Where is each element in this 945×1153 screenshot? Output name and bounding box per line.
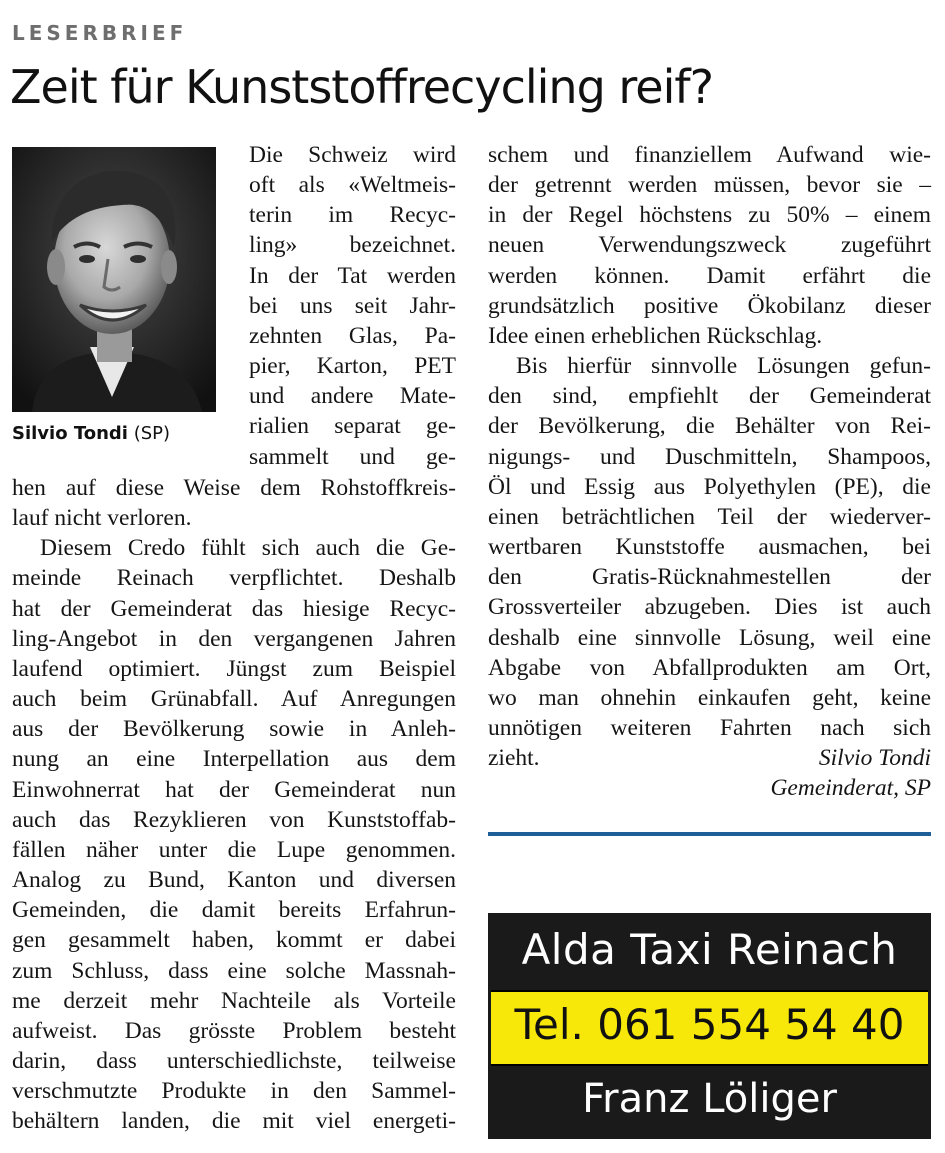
- signature-name: Silvio Tondi: [818, 745, 931, 772]
- text-line: auch beim Grünabfall. Auf Anregungen: [12, 686, 456, 713]
- ad-owner: Franz Löliger: [582, 1076, 837, 1122]
- text-line: der getrennt werden müssen, bevor sie –: [488, 172, 931, 199]
- section-label: LESERBRIEF: [12, 21, 188, 45]
- text-line: laufend optimiert. Jüngst zum Beispiel: [12, 655, 456, 682]
- text-line: aus der Bevölkerung sowie in Anleh-: [12, 716, 456, 743]
- column-1-bottom-text: [12, 473, 456, 1136]
- text-line: der Bevölkerung, die Behälter von Rei-: [488, 413, 931, 440]
- article-headline: Zeit für Kunststoffrecycling reif?: [10, 60, 713, 114]
- text-line: verschmutzte Produkte in den Sammel-: [12, 1078, 456, 1105]
- ad-phone-band: [491, 990, 928, 1066]
- text-line: nigungs- und Duschmitteln, Shampoos,: [488, 443, 931, 470]
- section-divider: [488, 832, 931, 836]
- text-line: sammelt und ge-: [249, 443, 456, 470]
- text-line: Die Schweiz wird: [249, 142, 456, 168]
- text-line: aufweist. Das grösste Problem besteht: [12, 1017, 456, 1044]
- text-line: rialien separat ge-: [249, 413, 456, 440]
- text-line: hen auf diese Weise dem Rohstoffkreis-: [12, 475, 456, 501]
- text-line: wertbaren Kunststoffe ausmachen, bei: [488, 534, 931, 561]
- text-line: den sind, empfiehlt der Gemeinderat: [488, 383, 931, 410]
- text-line: schem und finanziellem Aufwand wie-: [488, 142, 931, 168]
- text-line: darin, dass unterschiedlichste, teilweise: [12, 1047, 456, 1074]
- text-line: Bis hierfür sinnvolle Lösungen gefun-: [516, 353, 931, 380]
- text-line: fällen näher unter die Lupe genommen.: [12, 836, 456, 863]
- text-line: Öl und Essig aus Polyethylen (PE), die: [488, 473, 931, 500]
- text-line: werden können. Damit erfährt die: [488, 262, 931, 289]
- text-line: und andere Mate-: [249, 383, 456, 410]
- photo-caption: [12, 423, 170, 444]
- author-photo: [12, 147, 216, 412]
- signature-role: Gemeinderat, SP: [770, 775, 931, 802]
- text-line: zehnten Glas, Pa-: [249, 322, 456, 349]
- text-line: behältern landen, die mit viel energeti-: [12, 1108, 456, 1135]
- text-line: unnötigen weiteren Fahrten nach sich: [488, 714, 931, 741]
- text-line: zum Schluss, dass eine solche Massnah-: [12, 957, 456, 984]
- text-line: ling» bezeichnet.: [249, 232, 456, 259]
- text-line: bei uns seit Jahr-: [249, 292, 456, 319]
- caption-name: Silvio Tondi: [12, 423, 128, 444]
- text-line: oft als «Weltmeis-: [249, 172, 456, 199]
- text-line: einen beträchtlichen Teil der wiederver-: [488, 503, 931, 530]
- text-line: gen gesammelt haben, kommt er dabei: [12, 927, 456, 954]
- text-line: lauf nicht verloren.: [12, 505, 192, 532]
- text-line: ling-Angebot in den vergangenen Jahren: [12, 625, 456, 652]
- text-line: pier, Karton, PET: [249, 353, 456, 380]
- text-line: meinde Reinach verpflichtet. Deshalb: [12, 565, 456, 592]
- portrait-image: [12, 147, 216, 412]
- text-line: Idee einen erheblichen Rückschlag.: [488, 322, 823, 349]
- text-line: deshalb eine sinnvolle Lösung, weil eine: [488, 624, 931, 651]
- text-line: wo man ohnehin einkaufen geht, keine: [488, 684, 931, 711]
- text-line: Gemeinden, die damit bereits Erfahrun-: [12, 897, 456, 924]
- column-1-top-text: [249, 140, 456, 472]
- text-line: Einwohnerrat hat der Gemeinderat nun: [12, 776, 456, 803]
- text-line: me derzeit mehr Nachteile als Vorteile: [12, 987, 456, 1014]
- caption-party: (SP): [133, 423, 171, 444]
- text-line: Diesem Credo fühlt sich auch die Ge-: [40, 535, 456, 562]
- taxi-advertisement: [488, 913, 931, 1139]
- column-2-text: [488, 140, 931, 803]
- text-line: neuen Verwendungszweck zugeführt: [488, 232, 931, 259]
- text-line: terin im Recyc-: [249, 202, 456, 229]
- text-line: hat der Gemeinderat das hiesige Recyc-: [12, 595, 456, 622]
- text-line: nung an eine Interpellation aus dem: [12, 746, 456, 773]
- text-line: Analog zu Bund, Kanton und diversen: [12, 867, 456, 894]
- text-line: grundsätzlich positive Ökobilanz dieser: [488, 292, 931, 319]
- text-line: den Gratis-Rücknahmestellen der: [488, 564, 931, 591]
- text-line: auch das Rezyklieren von Kunststoffab-: [12, 806, 456, 833]
- text-line: In der Tat werden: [249, 262, 456, 289]
- ad-title: Alda Taxi Reinach: [521, 925, 898, 974]
- ad-phone-number: Tel. 061 554 54 40: [514, 1000, 905, 1049]
- text-line: Grossverteiler abzugeben. Dies ist auch: [488, 594, 931, 621]
- text-line: zieht. Silvio Tondi: [488, 743, 931, 773]
- text-line: in der Regel höchstens zu 50% – einem: [488, 202, 931, 229]
- text-line: Abgabe von Abfallprodukten am Ort,: [488, 654, 931, 681]
